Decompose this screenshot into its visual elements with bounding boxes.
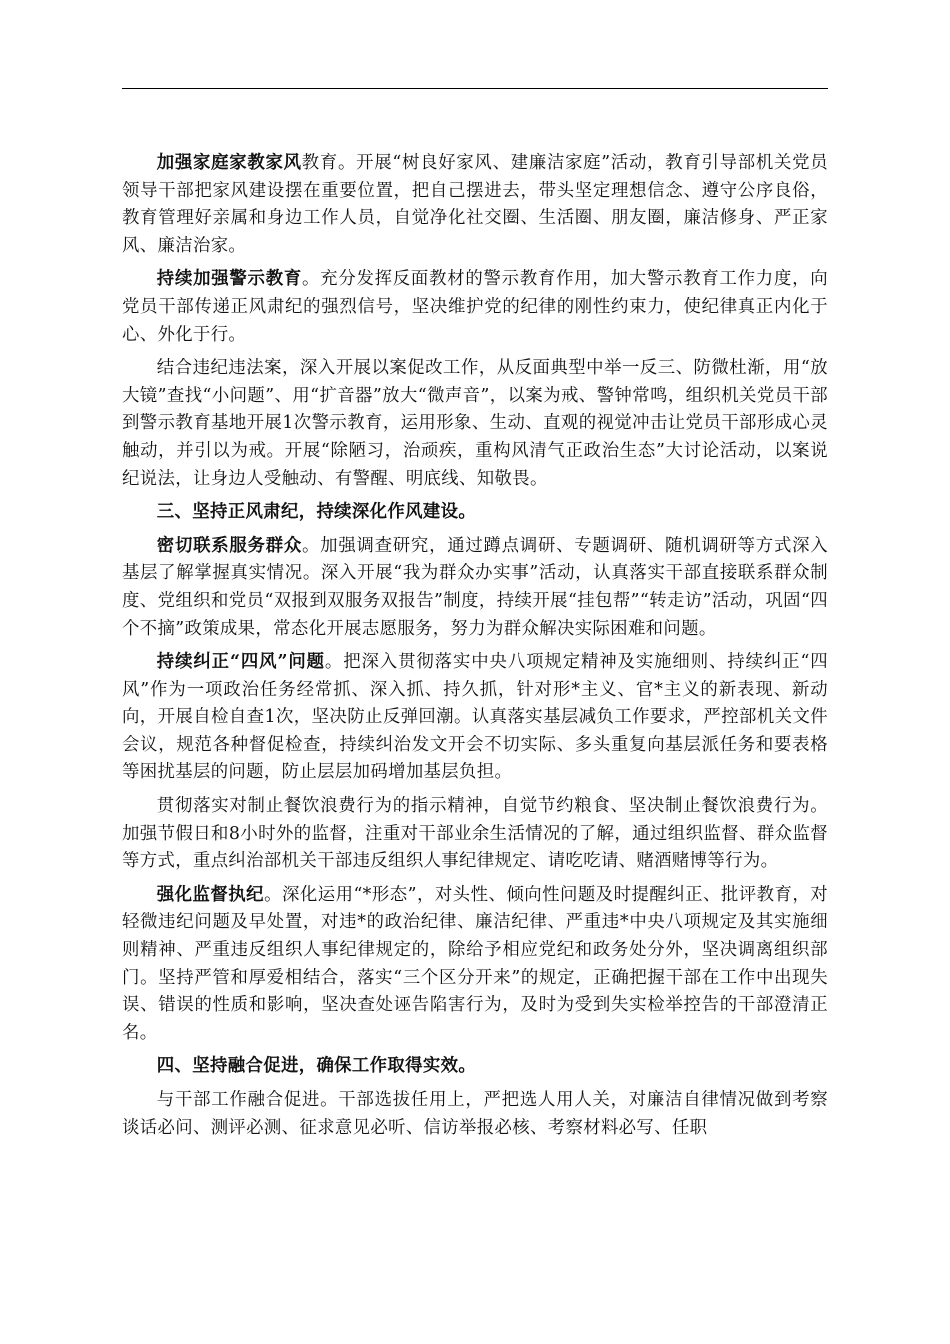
document-body	[122, 150, 828, 1148]
paragraph-lead: 密切联系服务群众	[156, 535, 303, 556]
paragraph-text: 。把深入贯彻落实中央八项规定精神及实施细则、持续纠正“四风”作为一项政治任务经常抓、深入抓、持久抓，针对形*主义、官*主义的新表现、新动向，开展自检自查1次，坚决防止反弹回潮。认真落实基层减负工作要求，严控部机关文件会议，规范各种督促检查，持续纠治发文开会不切实际、多头重复向基层派任务和要表格等困扰基层的问题，防止层层加码增加基层负担。	[122, 652, 828, 783]
section-heading-three: 三、坚持正风肃纪，持续深化作风建设。	[156, 502, 477, 523]
paragraph-text: 。深化运用“*形态”，对头性、倾向性问题及时提醒纠正、批评教育，对轻微违纪问题及早处置，对违*的政治纪律、廉洁纪律、严重违*中央八项规定及其实施细则精神、严重违反组织人事纪律规定的，除给予相应党纪和政务处分外，坚决调离组织部门。坚持严管和厚爱相结合，落实“三个区分开来”的规定，正确把握干部在工作中出现失误、错误的性质和影响，坚决查处诬告陷害行为，及时为受到失实检举控告的干部澄清正名。	[122, 884, 828, 1043]
paragraph-text: 贯彻落实对制止餐饮浪费行为的指示精神，自觉节约粮食、坚决制止餐饮浪费行为。加强节假日和8小时外的监督，注重对干部业余生活情况的了解，通过组织监督、群众监督等方式，重点纠治部机关干部违反组织人事纪律规定、请吃吃请、赌酒赌博等行为。	[122, 796, 828, 872]
section-heading-four: 四、坚持融合促进，确保工作取得实效。	[156, 1056, 477, 1077]
paragraph-case-reform	[122, 355, 828, 493]
paragraph-family-style	[122, 150, 828, 260]
paragraph-four-winds	[122, 649, 828, 787]
header-rule	[122, 88, 828, 89]
paragraph-warning-education	[122, 266, 828, 349]
paragraph-lead: 持续加强警示教育	[156, 269, 303, 290]
paragraph-lead: 加强家庭家教家风	[156, 153, 302, 173]
paragraph-serve-masses	[122, 533, 828, 643]
paragraph-text: 。加强调查研究，通过蹲点调研、专题调研、随机调研等方式深入基层了解掌握真实情况。深入开展“我为群众办实事”活动，认真落实干部直接联系群众制度、党组织和党员“双报到双服务双报告”制度，持续开展“挂包帮”“转走访”活动，巩固“四个不摘”政策成果，常态化开展志愿服务，努力为群众解决实际困难和问题。	[122, 535, 828, 639]
paragraph-text: 教育。开展“树良好家风、建廉洁家庭”活动，教育引导部机关党员领导干部把家风建设摆在重要位置，把自己摆进去，带头坚定理想信念、遵守公序良俗，教育管理好亲属和身边工作人员，自觉净化社交圈、生活圈、朋友圈，廉洁修身、严正家风、廉洁治家。	[122, 153, 828, 256]
paragraph-text: 与干部工作融合促进。干部选拔任用上，严把选人用人关，对廉洁自律情况做到考察谈话必问、测评必测、征求意见必听、信访举报必核、考察材料必写、任职	[122, 1090, 828, 1138]
paragraph-cadre-integration	[122, 1087, 828, 1142]
paragraph-text: 。充分发挥反面教材的警示教育作用，加大警示教育工作力度，向党员干部传递正风肃纪的强烈信号，坚决维护党的纪律的刚性约束力，使纪律真正内化于心、外化于行。	[122, 269, 828, 345]
paragraph-food-waste	[122, 793, 828, 876]
paragraph-lead: 强化监督执纪	[156, 884, 265, 905]
paragraph-text: 结合违纪违法案，深入开展以案促改工作，从反面典型中举一反三、防微杜渐，用“放大镜”查找“小问题”、用“扩音器”放大“微声音”，以案为戒、警钟常鸣，组织机关党员干部到警示教育基地开展1次警示教育，运用形象、生动、直观的视觉冲击让党员干部形成心灵触动，并引以为戒。开展“除陋习，治顽疾，重构风清气正政治生态”大讨论活动，以案说纪说法，让身边人受触动、有警醒、明底线、知敬畏。	[122, 358, 828, 489]
paragraph-lead: 持续纠正“四风”问题	[156, 652, 325, 673]
paragraph-supervision	[122, 882, 828, 1048]
